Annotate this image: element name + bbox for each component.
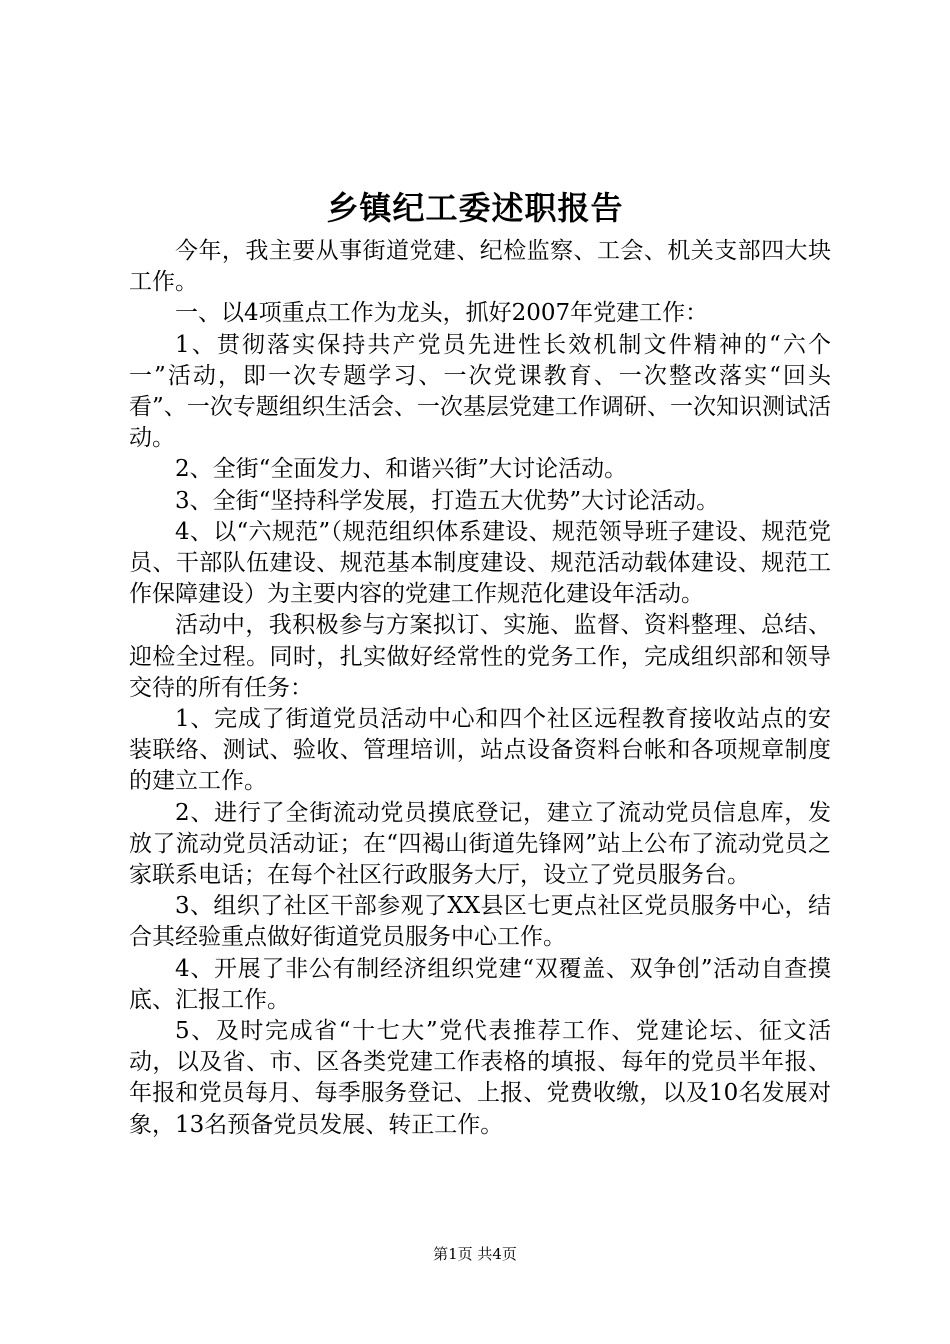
paragraph-item-4: 4、以“六规范”（规范组织体系建设、规范领导班子建设、规范党员、干部队伍建设、规范基本制度建设、规范活动载体建设、规范工作保障建设）为主要内容的党建工作规范化建设年活动。 [129,518,831,608]
paragraph-item-2: 2、全街“全面发力、和谐兴街”大讨论活动。 [175,456,628,483]
document-title: 乡镇纪工委述职报告 [326,189,624,227]
paragraph-item-3: 3、全街“坚持科学发展，打造五大优势”大讨论活动。 [175,487,720,514]
paragraph-activity-summary: 活动中，我积极参与方案拟订、实施、监督、资料整理、总结、迎检全过程。同时，扎实做好经常性的党务工作，完成组织部和领导交待的所有任务： [129,612,831,701]
paragraph-task-2: 2、进行了全街流动党员摸底登记，建立了流动党员信息库，发放了流动党员活动证；在“四褐山街道先锋网”站上公布了流动党员之家联系电话；在每个社区行政服务大厅，设立了党员服务台。 [129,799,831,889]
paragraph-task-5: 5、及时完成省“十七大”党代表推荐工作、党建论坛、征文活动，以及省、市、区各类党建工作表格的填报、每年的党员半年报、年报和党员每月、每季服务登记、上报、党费收缴，以及10名发展对象，13名预备党员发展、转正工作。 [129,1018,831,1138]
paragraph-item-1: 1、贯彻落实保持共产党员先进性长效机制文件精神的“六个一”活动，即一次专题学习、一次党课教育、一次整改落实“回头看”、一次专题组织生活会、一次基层党建工作调研、一次知识测试活动。 [129,331,831,452]
paragraph-task-1: 1、完成了街道党员活动中心和四个社区远程教育接收站点的安装联络、测试、验收、管理培训，站点设备资料台帐和各项规章制度的建立工作。 [129,706,831,795]
page-footer: 第1页 共4页 [433,1245,517,1263]
paragraph-intro: 今年，我主要从事街道党建、纪检监察、工会、机关支部四大块工作。 [129,238,831,296]
paragraph-task-3: 3、组织了社区干部参观了XX县区七更点社区党员服务中心，结合其经验重点做好街道党员服务中心工作。 [129,893,831,951]
paragraph-section-one-heading: 一、以4项重点工作为龙头，抓好2007年党建工作： [175,300,709,327]
document-body [129,236,831,1141]
paragraph-task-4: 4、开展了非公有制经济组织党建“双覆盖、双争创”活动自查摸底、汇报工作。 [129,955,831,1013]
